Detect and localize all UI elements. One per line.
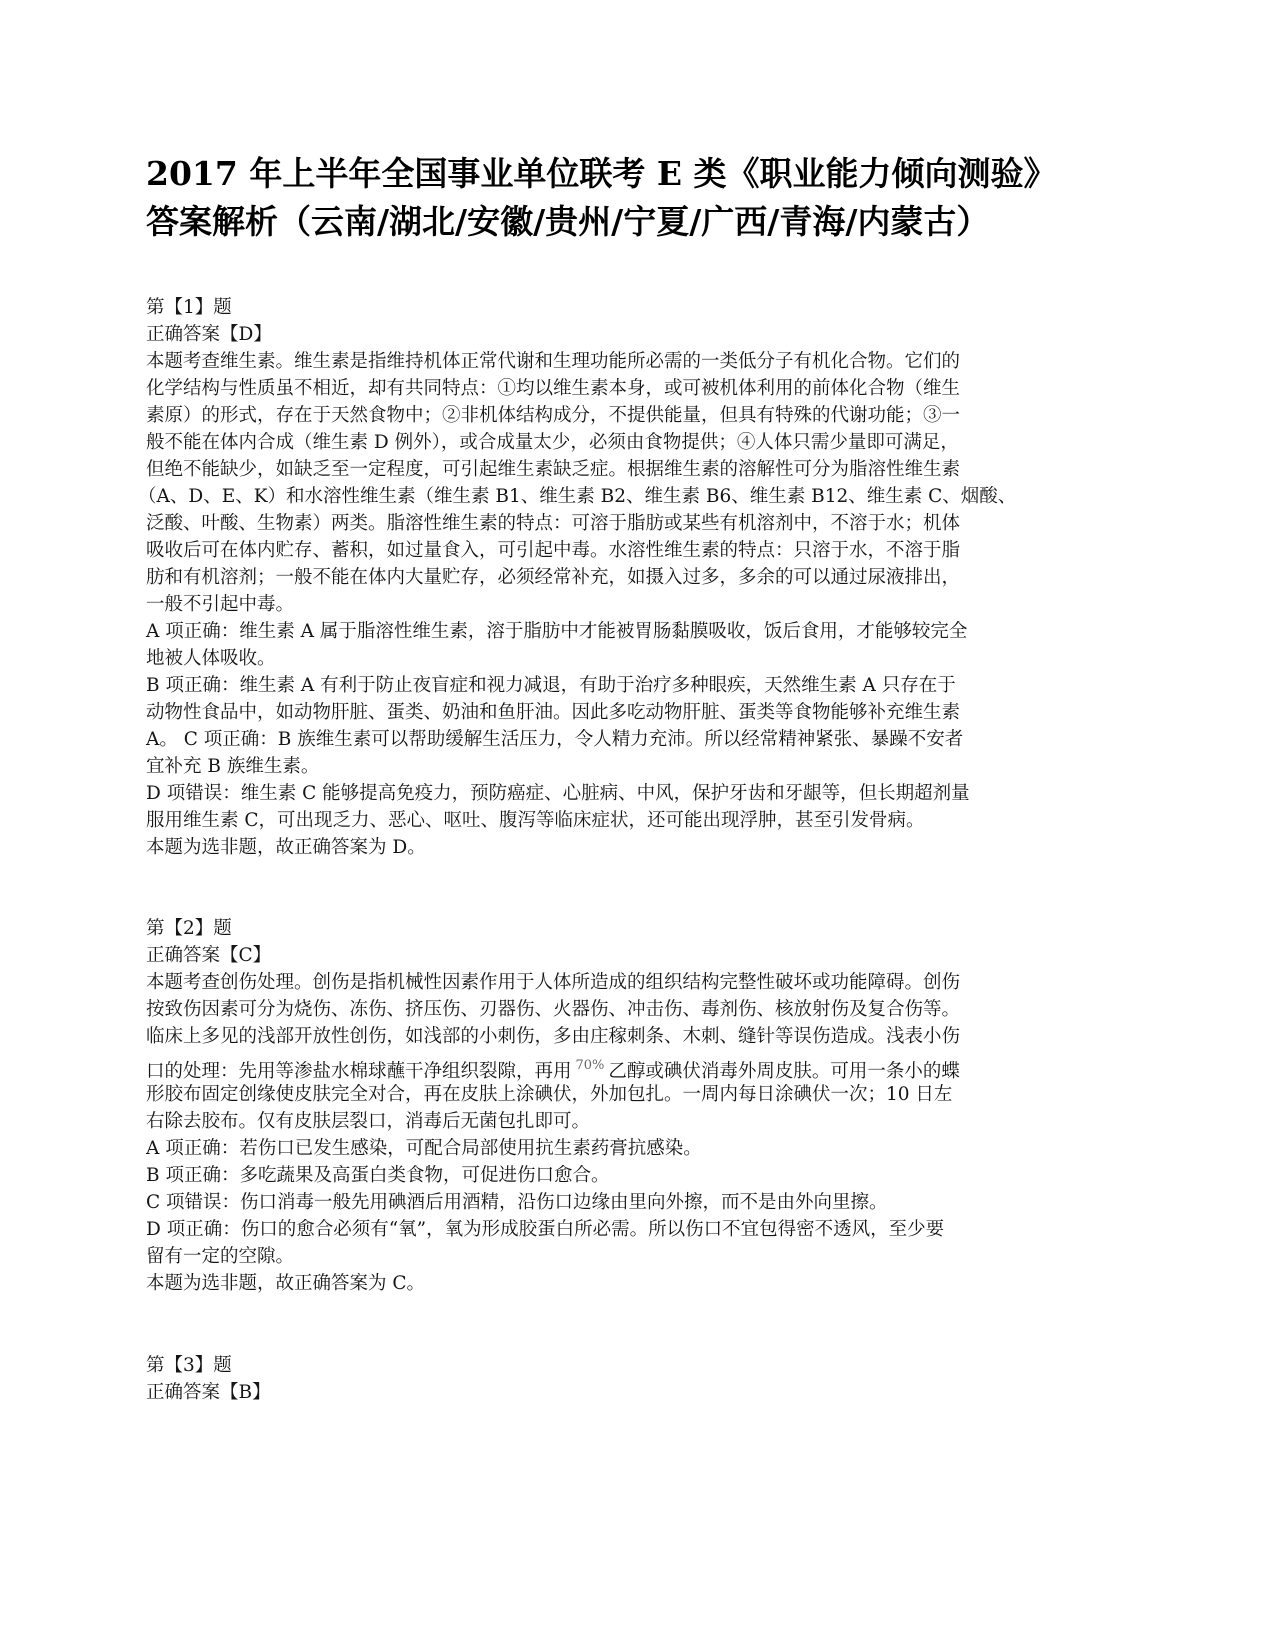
q2-conclusion: 本题为选非题，故正确答案为 C。 bbox=[146, 1273, 426, 1294]
q2-line: 右除去胶布。仅有皮肤层裂口，消毒后无菌包扎即可。 bbox=[146, 1111, 591, 1132]
title-line-2: 答案解析（云南/湖北/安徽/贵州/宁夏/广西/青海/内蒙古） bbox=[146, 202, 990, 241]
q1-line: 但绝不能缺少，如缺乏至一定程度，可引起维生素缺乏症。根据维生素的溶解性可分为脂溶性维生素 bbox=[146, 459, 961, 480]
q1-option-b: B 项正确：维生素 A 有利于防止夜盲症和视力减退，有助于治疗多种眼疾，天然维生素 A 只存在于 bbox=[146, 675, 956, 696]
q1-line: 吸收后可在体内贮存、蓄积，如过量食入，可引起中毒。水溶性维生素的特点：只溶于水，不溶于脂 bbox=[146, 540, 961, 561]
q2-line-4-head: 口的处理：先用等渗盐水棉球蘸干净组织裂隙，再用 bbox=[146, 1061, 572, 1082]
q1-line: 化学结构与性质虽不相近，却有共同特点：①均以维生素本身，或可被机体利用的前体化合物（维生 bbox=[146, 378, 961, 399]
q1-option-a: A 项正确：维生素 A 属于脂溶性维生素，溶于脂肪中才能被胃肠黏膜吸收，饭后食用，才能够较完全 bbox=[146, 621, 968, 642]
q1-option-d: D 项错误：维生素 C 能够提高免疫力，预防癌症、心脏病、中风，保护牙齿和牙龈等，但长期超剂量 bbox=[146, 783, 970, 804]
q2-line: 本题考查创伤处理。创伤是指机械性因素作用于人体所造成的组织结构完整性破坏或功能障碍。创伤 bbox=[146, 972, 961, 993]
q2-option-d: D 项正确：伤口的愈合必须有“氧”，氧为形成胶蛋白所必需。所以伤口不宜包得密不透风，至少要 bbox=[146, 1219, 945, 1240]
q1-line: 泛酸、叶酸、生物素）两类。脂溶性维生素的特点：可溶于脂肪或某些有机溶剂中，不溶于水；机体 bbox=[146, 513, 961, 534]
q1-line: 素原）的形式，存在于天然食物中；②非机体结构成分，不提供能量，但具有特殊的代谢功能；③一 bbox=[146, 405, 961, 426]
q1-option-d-cont: 服用维生素 C，可出现乏力、恶心、呕吐、腹泻等临床症状，还可能出现浮肿，甚至引发骨病。 bbox=[146, 810, 925, 831]
q1-line: 肪和有机溶剂；一般不能在体内大量贮存，必须经常补充，如摄入过多，多余的可以通过尿液排出， bbox=[146, 567, 961, 588]
question-1-answer: 正确答案【D】 bbox=[146, 324, 272, 345]
question-3-heading: 第【3】题 bbox=[146, 1355, 232, 1376]
document-title bbox=[146, 150, 1126, 246]
q1-option-c: A。 C 项正确：B 族维生素可以帮助缓解生活压力，令人精力充沛。所以经常精神紧张、暴躁不安者 bbox=[146, 729, 964, 750]
q2-line: 临床上多见的浅部开放性创伤，如浅部的小刺伤，多由庄稼刺条、木刺、缝针等误伤造成。浅表小伤 bbox=[146, 1026, 961, 1047]
q1-option-a-cont: 地被人体吸收。 bbox=[146, 648, 276, 669]
q2-option-c: C 项错误：伤口消毒一般先用碘酒后用酒精，沿伤口边缘由里向外擦，而不是由外向里擦。 bbox=[146, 1192, 888, 1213]
question-2-heading: 第【2】题 bbox=[146, 918, 232, 939]
q1-line: 般不能在体内合成（维生素 D 例外），或合成量太少，必须由食物提供；④人体只需少量即可满足， bbox=[146, 432, 959, 453]
question-3-answer: 正确答案【B】 bbox=[146, 1382, 271, 1403]
percent-70: 70% bbox=[575, 1058, 605, 1073]
q1-conclusion: 本题为选非题，故正确答案为 D。 bbox=[146, 837, 426, 858]
q2-option-a: A 项正确：若伤口已发生感染，可配合局部使用抗生素药膏抗感染。 bbox=[146, 1138, 702, 1159]
title-line-1: 2017 年上半年全国事业单位联考 E 类《职业能力倾向测验》 bbox=[146, 154, 1057, 193]
q1-line: （A、D、E、K）和水溶性维生素（维生素 B1、维生素 B2、维生素 B6、维生素 B12、维生素 C、烟酸、 bbox=[138, 486, 1017, 507]
q1-line: 本题考查维生素。维生素是指维持机体正常代谢和生理功能所必需的一类低分子有机化合物。它们的 bbox=[146, 351, 961, 372]
q2-option-b: B 项正确：多吃蔬果及高蛋白类食物，可促进伤口愈合。 bbox=[146, 1165, 610, 1186]
q1-option-b-cont: 动物性食品中，如动物肝脏、蛋类、奶油和鱼肝油。因此多吃动物肝脏、蛋类等食物能够补充维生素 bbox=[146, 702, 961, 723]
q1-line: 一般不引起中毒。 bbox=[146, 594, 295, 615]
q2-option-d-cont: 留有一定的空隙。 bbox=[146, 1246, 295, 1267]
q2-line: 形胶布固定创缘使皮肤完全对合，再在皮肤上涂碘伏，外加包扎。一周内每日涂碘伏一次；10 日左 bbox=[146, 1084, 953, 1105]
question-2-answer: 正确答案【C】 bbox=[146, 945, 272, 966]
q1-option-c-cont: 宜补充 B 族维生素。 bbox=[146, 756, 320, 777]
question-1-heading: 第【1】题 bbox=[146, 297, 232, 318]
q2-line-4-tail: 乙醇或碘伏消毒外周皮肤。可用一条小的蝶 bbox=[608, 1061, 960, 1082]
q2-line: 按致伤因素可分为烧伤、冻伤、挤压伤、刃器伤、火器伤、冲击伤、毒剂伤、核放射伤及复合伤等。 bbox=[146, 999, 961, 1020]
